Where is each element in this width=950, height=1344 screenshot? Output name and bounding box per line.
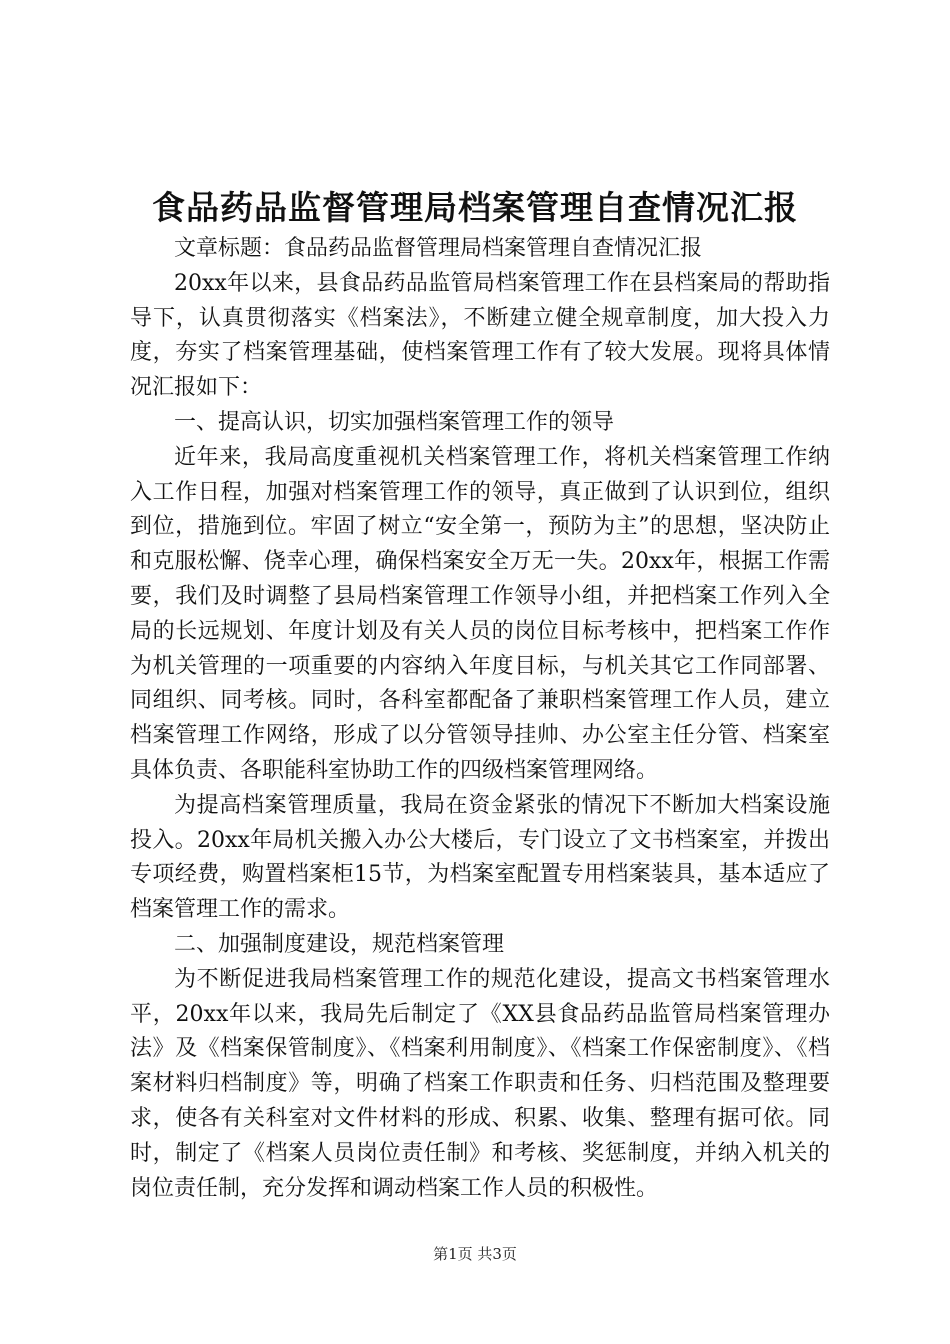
intro-paragraph: 20xx年以来，县食品药品监管局档案管理工作在县档案局的帮助指导下，认真贯彻落实《档案法》，不断建立健全规章制度，加大投入力度，夯实了档案管理基础，使档案管理工作有了较大发展。现将具体情况汇报如下：	[130, 270, 830, 401]
document-body	[130, 232, 830, 1206]
body-paragraph: 为提高档案管理质量，我局在资金紧张的情况下不断加大档案设施投入。20xx年局机关搬入办公大楼后，专门设立了文书档案室，并拨出专项经费，购置档案柜15节，为档案室配置专用档案装具，基本适应了档案管理工作的需求。	[130, 792, 830, 923]
page-number: 第1页 共3页	[433, 1245, 517, 1263]
body-paragraph: 近年来，我局高度重视机关档案管理工作，将机关档案管理工作纳入工作日程，加强对档案管理工作的领导，真正做到了认识到位，组织到位，措施到位。牢固了树立“安全第一，预防为主”的思想，坚决防止和克服松懈、侥幸心理，确保档案安全万无一失。20xx年，根据工作需要，我们及时调整了县局档案管理工作领导小组，并把档案工作列入全局的长远规划、年度计划及有关人员的岗位目标考核中，把档案工作作为机关管理的一项重要的内容纳入年度目标，与机关其它工作同部署、同组织、同考核。同时，各科室都配备了兼职档案管理工作人员，建立档案管理工作网络，形成了以分管领导挂帅、办公室主任分管、档案室具体负责、各职能科室协助工作的四级档案管理网络。	[130, 444, 830, 783]
section-heading-2: 二、加强制度建设，规范档案管理	[174, 931, 505, 957]
article-title-line: 文章标题：食品药品监督管理局档案管理自查情况汇报	[174, 236, 703, 261]
document-title: 食品药品监督管理局档案管理自查情况汇报	[152, 188, 798, 227]
body-paragraph: 为不断促进我局档案管理工作的规范化建设，提高文书档案管理水平，20xx年以来，我局先后制定了《XX县食品药品监管局档案管理办法》及《档案保管制度》、《档案利用制度》、《档案工作保密制度》、《档案材料归档制度》等，明确了档案工作职责和任务、归档范围及整理要求，使各有关科室对文件材料的形成、积累、收集、整理有据可依。同时，制定了《档案人员岗位责任制》和考核、奖惩制度，并纳入机关的岗位责任制，充分发挥和调动档案工作人员的积极性。	[130, 966, 830, 1201]
section-heading-1: 一、提高认识，切实加强档案管理工作的领导	[174, 409, 615, 435]
